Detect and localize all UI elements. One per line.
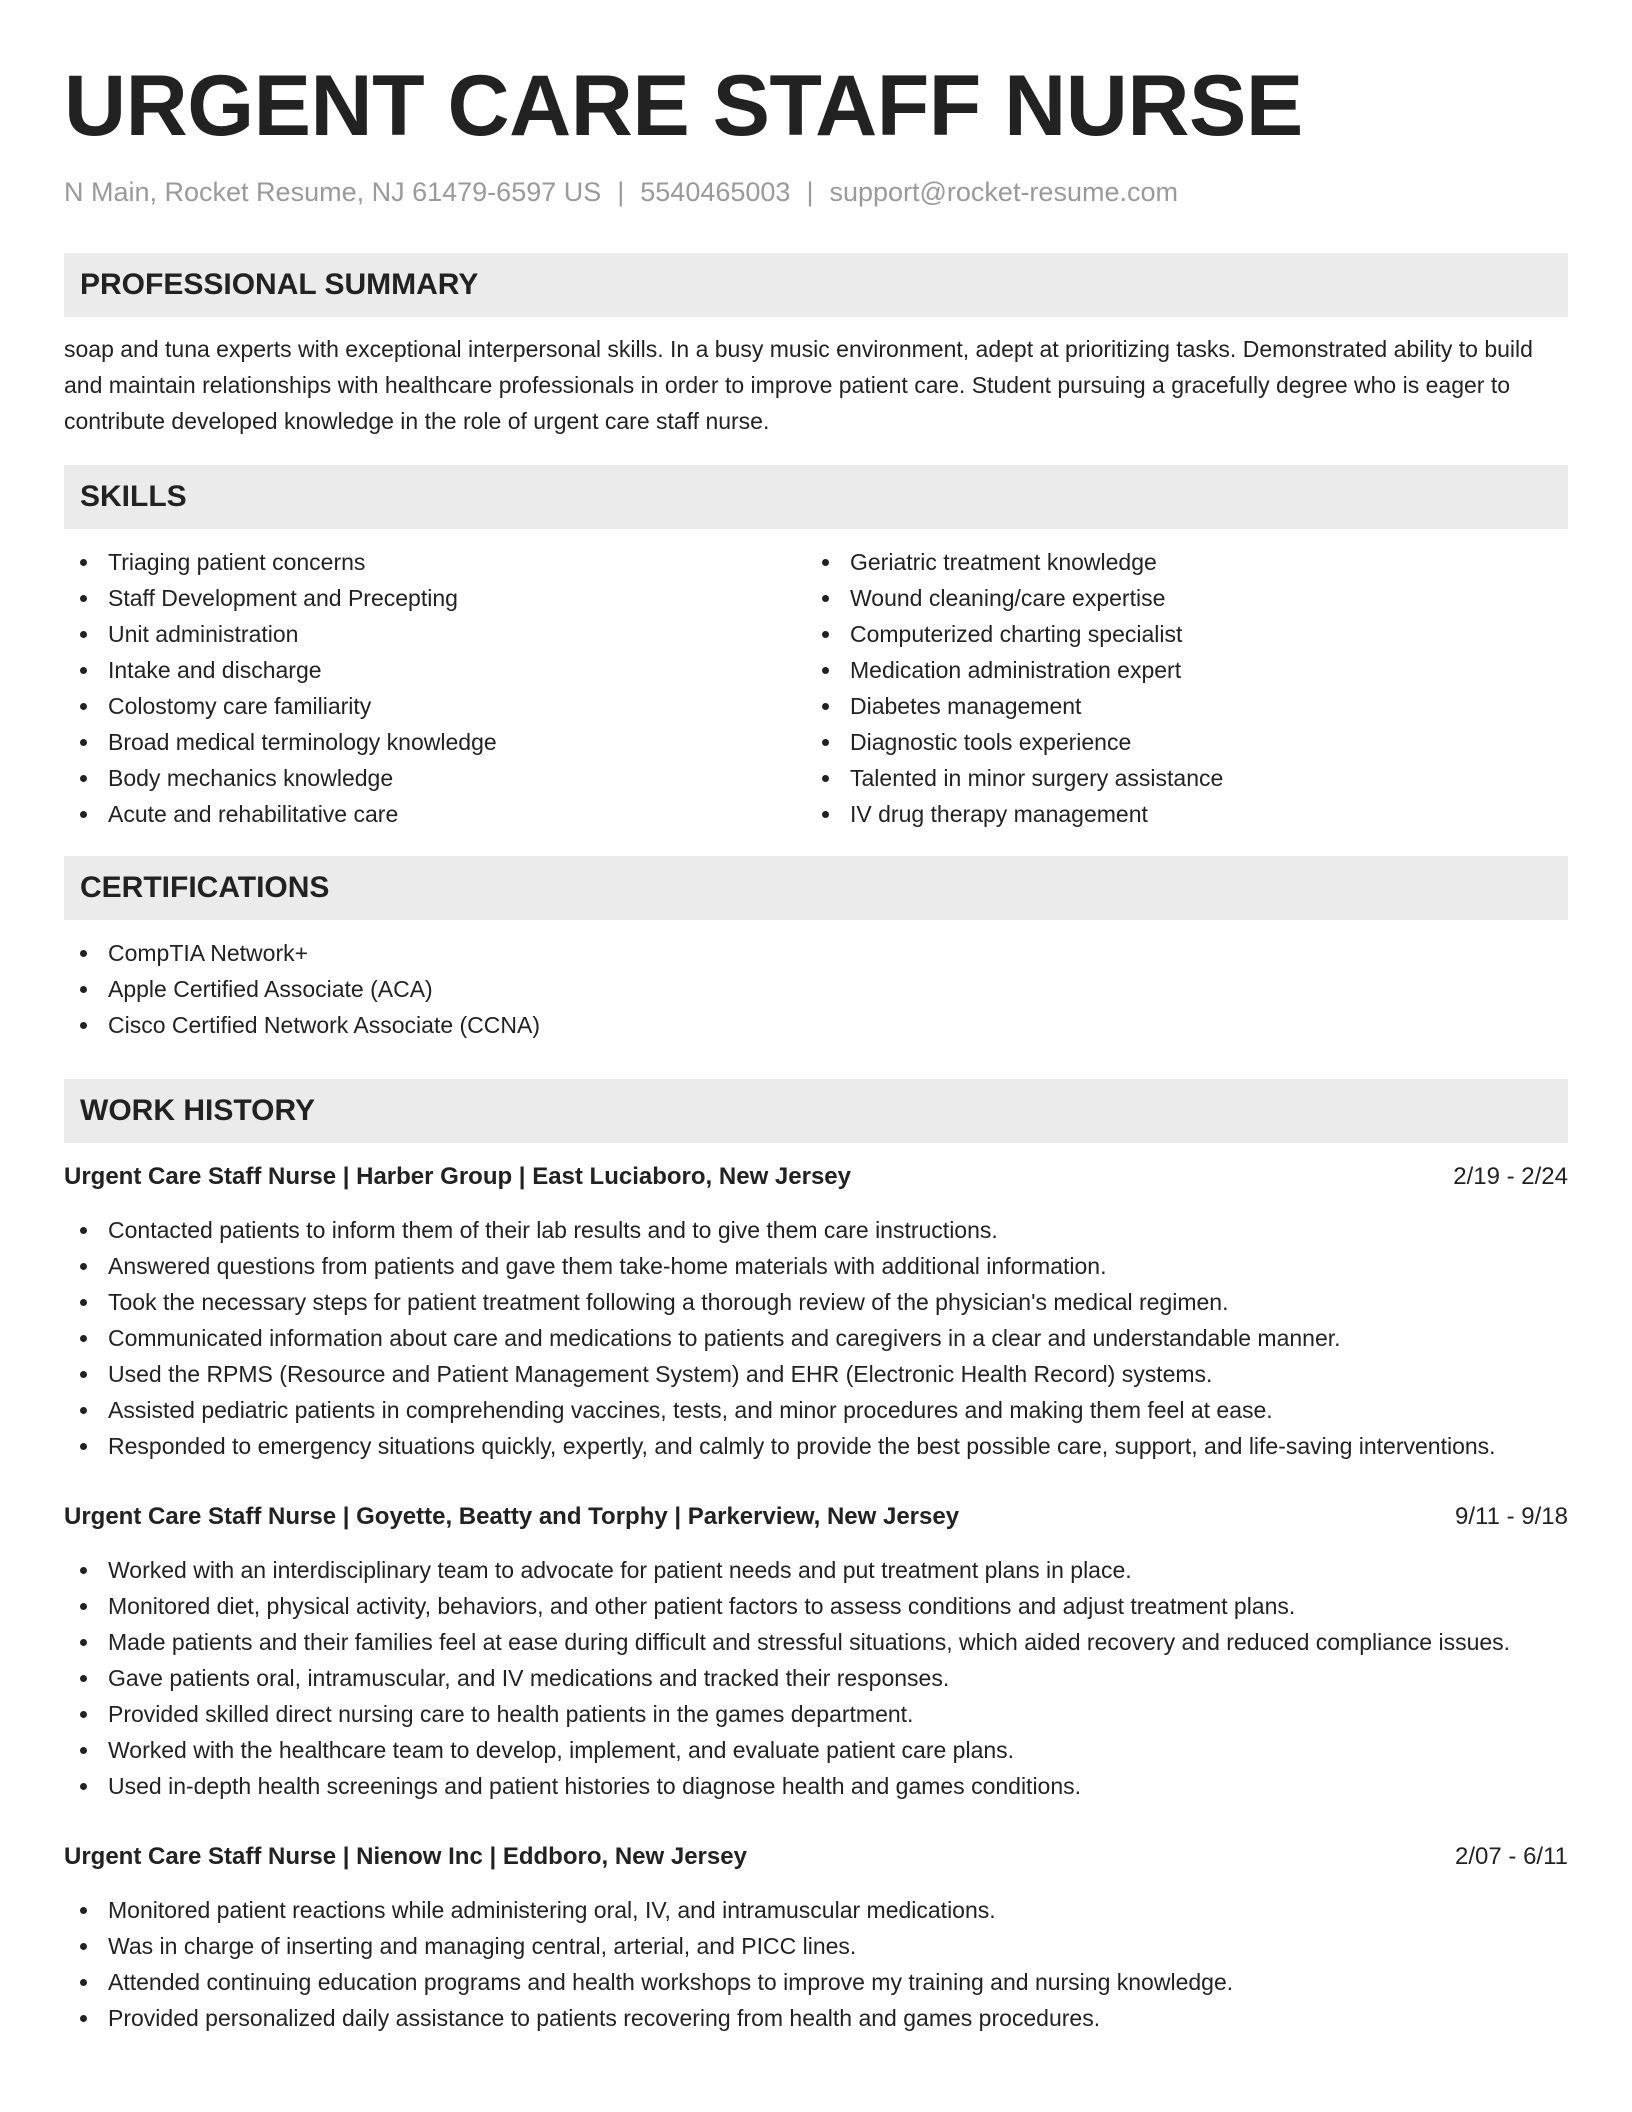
job-bullets: [64, 1892, 1568, 2036]
skill-item: Acute and rehabilitative care: [64, 796, 806, 832]
skill-item: Medication administration expert: [806, 652, 1548, 688]
skill-item: Intake and discharge: [64, 652, 806, 688]
skill-item: Computerized charting specialist: [806, 616, 1548, 652]
job-bullets: [64, 1212, 1568, 1464]
job-dates: 2/07 - 6/11: [1455, 1843, 1568, 1870]
work-history-heading: WORK HISTORY: [64, 1079, 1568, 1143]
certification-item: CompTIA Network+: [64, 935, 1568, 971]
job-dates: 2/19 - 2/24: [1453, 1163, 1568, 1190]
job-bullet: Used in-depth health screenings and patient histories to diagnose health and games conditions.: [64, 1768, 1568, 1804]
skills-list-right: [806, 544, 1548, 832]
job-bullet: Provided personalized daily assistance to patients recovering from health and games procedures.: [64, 2000, 1568, 2036]
job-bullet: Responded to emergency situations quickly, expertly, and calmly to provide the best possible care, support, and life-saving interventions.: [64, 1428, 1568, 1464]
job-bullets: [64, 1552, 1568, 1804]
contact-phone: 5540465003: [640, 177, 791, 207]
skill-item: Talented in minor surgery assistance: [806, 760, 1548, 796]
job-dates: 9/11 - 9/18: [1455, 1503, 1568, 1530]
skill-item: Diabetes management: [806, 688, 1548, 724]
skill-item: Diagnostic tools experience: [806, 724, 1548, 760]
contact-email: support@rocket-resume.com: [829, 177, 1178, 207]
job-bullet: Was in charge of inserting and managing central, arterial, and PICC lines.: [64, 1928, 1568, 1964]
resume-page: [64, 0, 1568, 2036]
job-entry: [64, 1159, 1568, 1464]
skill-item: Colostomy care familiarity: [64, 688, 806, 724]
job-entry: [64, 1499, 1568, 1804]
job-bullet: Used the RPMS (Resource and Patient Management System) and EHR (Electronic Health Record) systems.: [64, 1356, 1568, 1392]
job-bullet: Monitored diet, physical activity, behaviors, and other patient factors to assess conditions and adjust treatment plans.: [64, 1588, 1568, 1624]
skills-section: [64, 465, 1568, 832]
job-title: Urgent Care Staff Nurse | Nienow Inc | Eddboro, New Jersey: [64, 1843, 747, 1870]
contact-separator: |: [806, 177, 814, 207]
skill-item: Wound cleaning/care expertise: [806, 580, 1548, 616]
job-bullet: Worked with an interdisciplinary team to advocate for patient needs and put treatment plans in place.: [64, 1552, 1568, 1588]
work-history-section: [64, 1079, 1568, 2036]
skills-grid: [64, 544, 1568, 832]
summary-heading: PROFESSIONAL SUMMARY: [64, 253, 1568, 317]
job-title: Urgent Care Staff Nurse | Harber Group | East Luciaboro, New Jersey: [64, 1163, 851, 1190]
job-bullet: Gave patients oral, intramuscular, and IV medications and tracked their responses.: [64, 1660, 1568, 1696]
job-bullet: Worked with the healthcare team to develop, implement, and evaluate patient care plans.: [64, 1732, 1568, 1768]
skills-heading: SKILLS: [64, 465, 1568, 529]
contact-line: [64, 174, 1568, 210]
job-bullet: Made patients and their families feel at ease during difficult and stressful situations, which aided recovery and reduced compliance issues.: [64, 1624, 1568, 1660]
certifications-section: [64, 856, 1568, 1043]
summary-section: [64, 253, 1568, 439]
candidate-name: URGENT CARE STAFF NURSE: [64, 58, 1303, 154]
job-header: [64, 1499, 1568, 1535]
job-bullet: Took the necessary steps for patient treatment following a thorough review of the physician's medical regimen.: [64, 1284, 1568, 1320]
job-bullet: Communicated information about care and medications to patients and caregivers in a clear and understandable manner.: [64, 1320, 1568, 1356]
skill-item: Broad medical terminology knowledge: [64, 724, 806, 760]
job-header: [64, 1159, 1568, 1195]
job-bullet: Monitored patient reactions while administering oral, IV, and intramuscular medications.: [64, 1892, 1568, 1928]
job-bullet: Contacted patients to inform them of their lab results and to give them care instructions.: [64, 1212, 1568, 1248]
contact-address: N Main, Rocket Resume, NJ 61479-6597 US: [64, 177, 602, 207]
skills-list-left: [64, 544, 806, 832]
job-bullet: Provided skilled direct nursing care to health patients in the games department.: [64, 1696, 1568, 1732]
job-entry: [64, 1839, 1568, 2036]
skill-item: Unit administration: [64, 616, 806, 652]
certification-item: Cisco Certified Network Associate (CCNA): [64, 1007, 1568, 1043]
skill-item: Geriatric treatment knowledge: [806, 544, 1548, 580]
job-header: [64, 1839, 1568, 1875]
certification-item: Apple Certified Associate (ACA): [64, 971, 1568, 1007]
summary-text: soap and tuna experts with exceptional interpersonal skills. In a busy music environment, adept at prioritizing tasks. Demonstrated ability to build and maintain relationships with healthcare professionals in order to improve patient care. Student pursuing a gracefully degree who is eager to contribute developed knowledge in the role of urgent care staff nurse.: [64, 336, 1533, 434]
job-bullet: Assisted pediatric patients in comprehending vaccines, tests, and minor procedures and making them feel at ease.: [64, 1392, 1568, 1428]
job-bullet: Attended continuing education programs and health workshops to improve my training and nursing knowledge.: [64, 1964, 1568, 2000]
skill-item: IV drug therapy management: [806, 796, 1548, 832]
skill-item: Triaging patient concerns: [64, 544, 806, 580]
certifications-heading: CERTIFICATIONS: [64, 856, 1568, 920]
certifications-list: [64, 935, 1568, 1043]
skill-item: Staff Development and Precepting: [64, 580, 806, 616]
job-bullet: Answered questions from patients and gave them take-home materials with additional information.: [64, 1248, 1568, 1284]
job-title: Urgent Care Staff Nurse | Goyette, Beatty and Torphy | Parkerview, New Jersey: [64, 1503, 960, 1530]
contact-separator: |: [617, 177, 625, 207]
skill-item: Body mechanics knowledge: [64, 760, 806, 796]
